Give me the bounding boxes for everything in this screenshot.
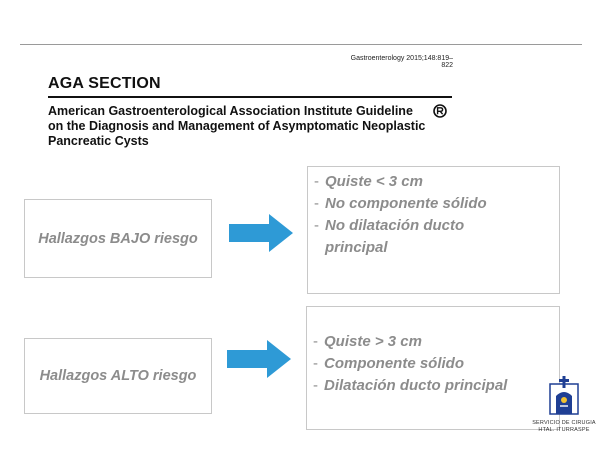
hospital-emblem-icon: [547, 374, 581, 418]
low-risk-label: Hallazgos BAJO riesgo: [38, 230, 198, 247]
logo-line2: HTAL. ITURRASPE: [538, 427, 590, 433]
high-risk-criteria-box: [306, 306, 560, 430]
section-divider: [48, 96, 452, 98]
high-risk-criteria-list: [313, 331, 553, 397]
top-divider: [20, 44, 582, 45]
list-item: - Componente sólido: [313, 355, 464, 372]
guideline-title: American Gastroenterological Association Institute Guideline on the Diagnosis and Management of Asymptomatic Neoplastic Pancreatic Cysts: [48, 104, 426, 148]
journal-citation: Gastroenterology 2015;148:819–822: [350, 55, 453, 69]
low-risk-criteria-box: [307, 166, 560, 294]
list-item: - Quiste > 3 cm: [313, 333, 422, 350]
list-item: - No dilatación ducto principal: [314, 217, 465, 256]
hospital-logo: [532, 374, 596, 450]
arrow-right-icon: [229, 214, 293, 252]
low-risk-finding-box: [24, 199, 212, 278]
high-risk-label: Hallazgos ALTO riesgo: [39, 368, 197, 384]
arrow-right-icon: [227, 340, 291, 378]
low-risk-criteria-list: [314, 171, 553, 259]
logo-line1: SERVICIO DE CIRUGIA: [532, 420, 596, 426]
high-risk-finding-box: [24, 338, 212, 414]
list-item: - Dilatación ducto principal: [313, 377, 508, 394]
crossmark-icon: [433, 104, 447, 118]
list-item: - Quiste < 3 cm: [314, 173, 423, 190]
section-label: AGA SECTION: [48, 75, 161, 92]
list-item: - No componente sólido: [314, 195, 487, 212]
